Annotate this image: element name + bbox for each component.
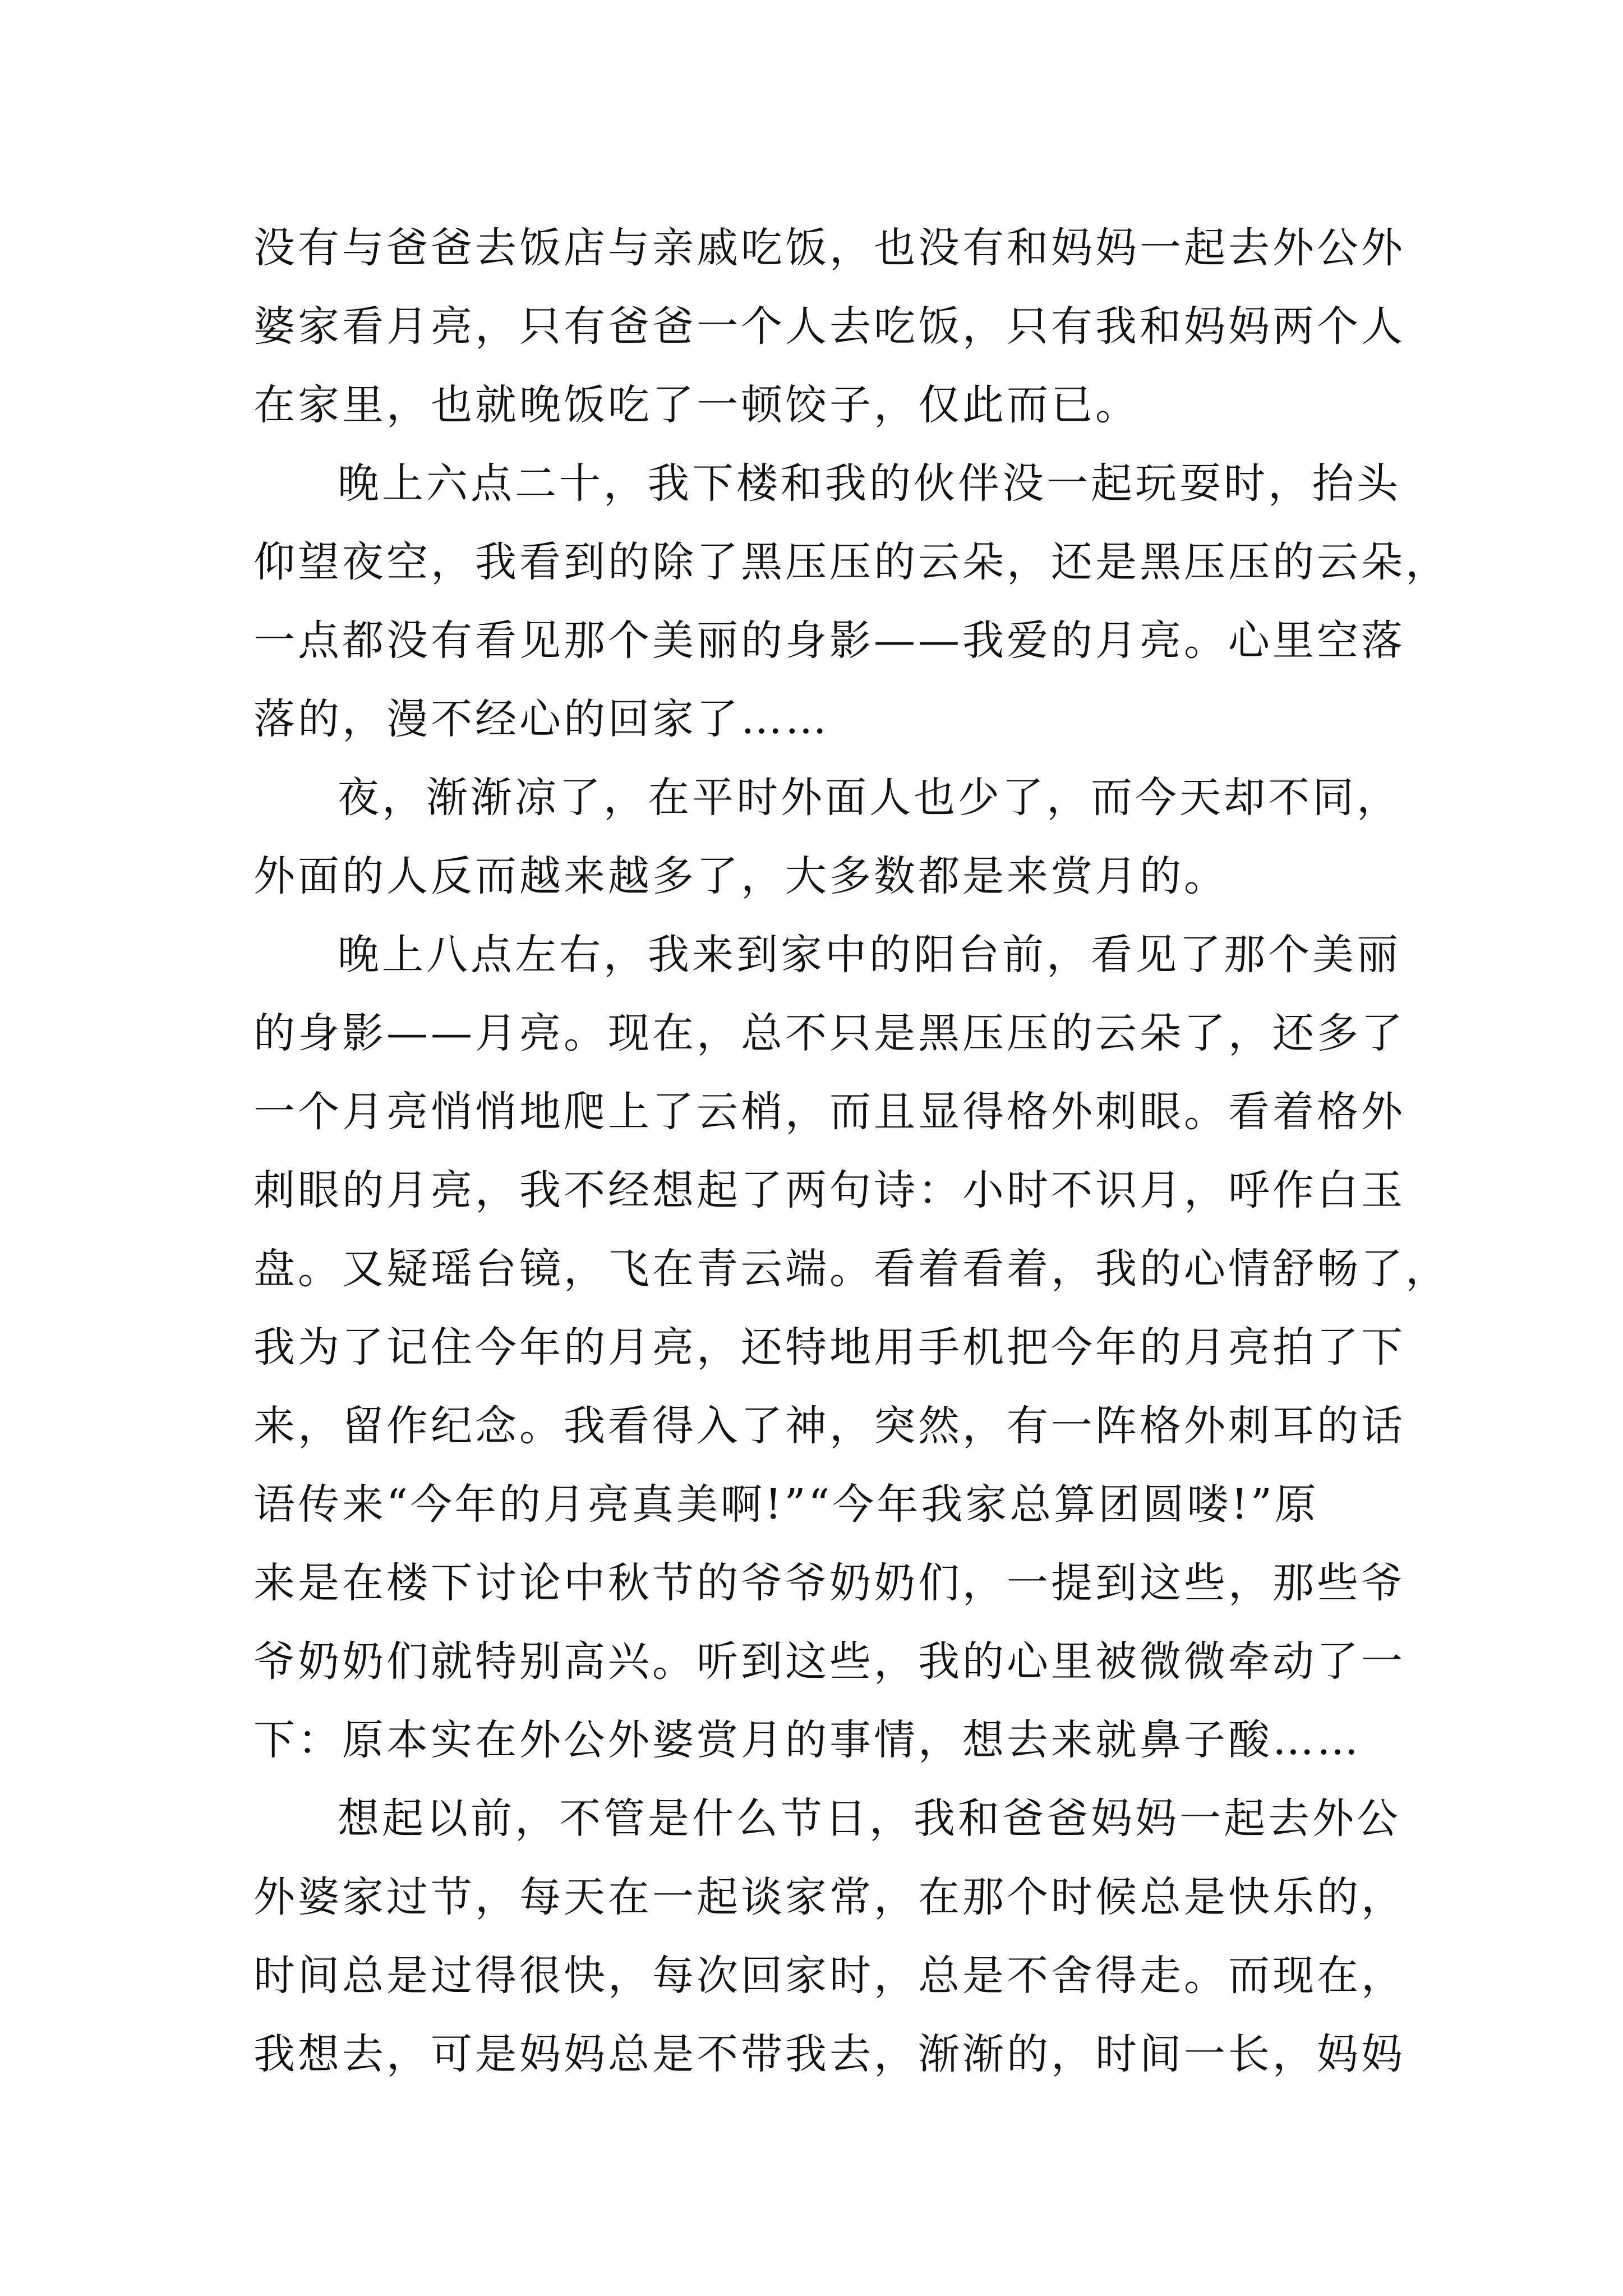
text-line: 爷奶奶们就特别高兴。听到这些，我的心里被微微牵动了一: [253, 1637, 1405, 1686]
text-line: 语传来“今年的月亮真美啊!”“今年我家总算团圆喽!”原: [253, 1480, 1319, 1529]
paragraph-1: [253, 209, 1405, 444]
text-line: 没有与爸爸去饭店与亲戚吃饭，也没有和妈妈一起去外公外: [253, 224, 1405, 272]
text-line: 一点都没有看见那个美丽的身影——我爱的月亮。心里空落: [253, 616, 1405, 665]
paragraph-2: [253, 444, 1450, 758]
text-line: 盘。又疑瑶台镜，飞在青云端。看着看着，我的心情舒畅了，: [253, 1245, 1450, 1293]
text-line: 下：原本实在外公外婆赏月的事情，想去来就鼻子酸……: [253, 1716, 1361, 1764]
document-body: [253, 209, 1450, 2093]
paragraph-4: [253, 915, 1450, 1779]
text-line: 夜，渐渐凉了，在平时外面人也少了，而今天却不同，: [338, 774, 1401, 822]
text-line: 在家里，也就晚饭吃了一顿饺子，仅此而已。: [253, 381, 1140, 429]
paragraph-3: [253, 758, 1401, 915]
text-line: 晚上八点左右，我来到家中的阳台前，看见了那个美丽: [338, 931, 1401, 979]
text-line: 刺眼的月亮，我不经想起了两句诗：小时不识月，呼作白玉: [253, 1166, 1405, 1214]
text-line: 一个月亮悄悄地爬上了云梢，而且显得格外刺眼。看着格外: [253, 1088, 1405, 1136]
text-line: 想起以前，不管是什么节日，我和爸爸妈妈一起去外公: [338, 1795, 1401, 1843]
text-line: 时间总是过得很快，每次回家时，总是不舍得走。而现在，: [253, 1952, 1405, 2000]
text-line: 我为了记住今年的月亮，还特地用手机把今年的月亮拍了下: [253, 1323, 1405, 1372]
text-line: 晚上六点二十，我下楼和我的伙伴没一起玩耍时，抬头: [338, 459, 1401, 508]
text-line: 外面的人反而越来越多了，大多数都是来赏月的。: [253, 852, 1228, 900]
text-line: 婆家看月亮，只有爸爸一个人去吃饭，只有我和妈妈两个人: [253, 302, 1405, 351]
text-line: 来是在楼下讨论中秋节的爷爷奶奶们，一提到这些，那些爷: [253, 1559, 1405, 1607]
text-line: 落的，漫不经心的回家了……: [253, 695, 829, 743]
text-line: 仰望夜空，我看到的除了黑压压的云朵，还是黑压压的云朵，: [253, 538, 1450, 586]
text-line: 的身影——月亮。现在，总不只是黑压压的云朵了，还多了: [253, 1009, 1405, 1057]
paragraph-5: [253, 1779, 1405, 2093]
text-line: 来，留作纪念。我看得入了神，突然，有一阵格外刺耳的话: [253, 1402, 1405, 1450]
text-line: 我想去，可是妈妈总是不带我去，渐渐的，时间一长，妈妈: [253, 2030, 1405, 2078]
text-line: 外婆家过节，每天在一起谈家常，在那个时候总是快乐的，: [253, 1873, 1405, 1921]
